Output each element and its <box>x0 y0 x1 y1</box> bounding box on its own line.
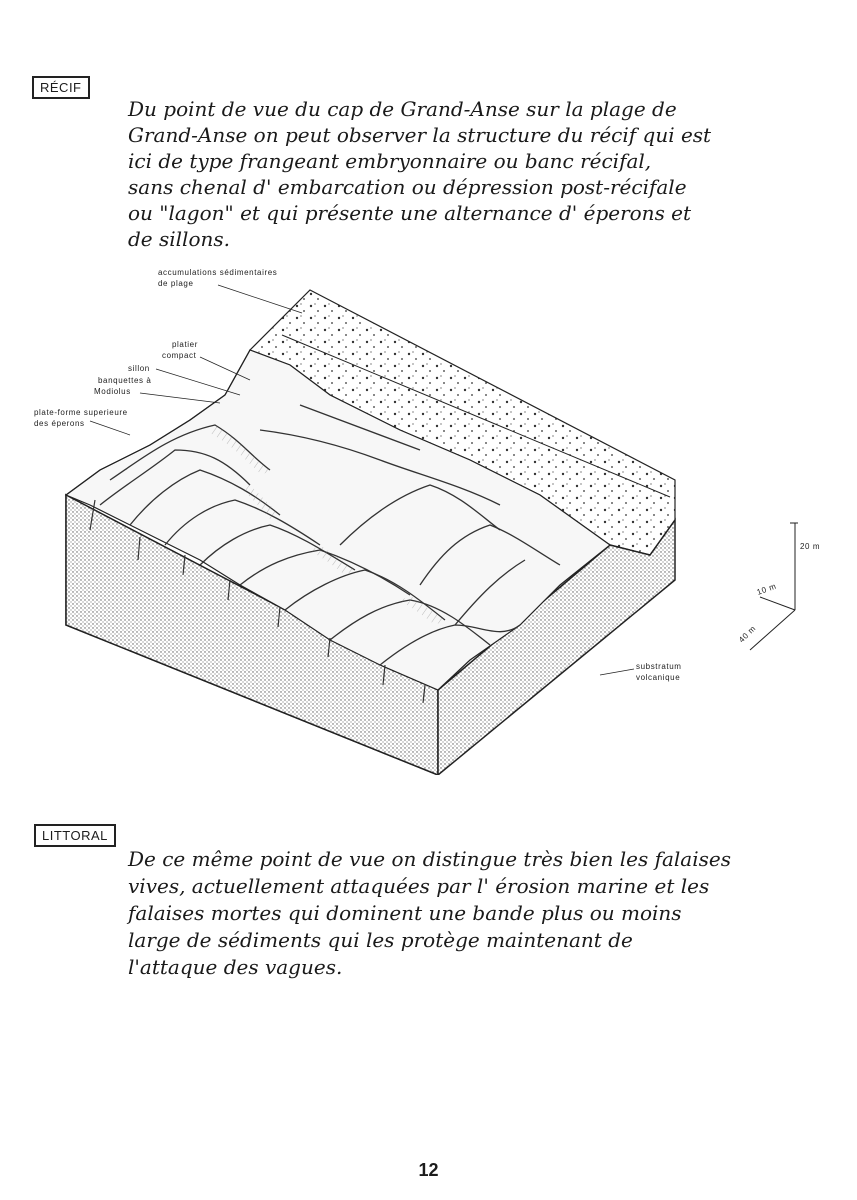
reef-block-diagram <box>0 255 857 775</box>
scale-depth: 40 m <box>737 623 758 645</box>
littoral-line: large de sédiments qui les protège maintenant de <box>128 928 633 952</box>
recif-line: ici de type frangeant embryonnaire ou banc récifal, <box>128 149 652 173</box>
section-tag-littoral: LITTORAL <box>34 824 116 847</box>
page-number: 12 <box>418 1160 439 1180</box>
littoral-line: falaises mortes qui dominent une bande plus ou moins <box>128 901 682 925</box>
littoral-line: l'attaque des vagues. <box>128 955 343 979</box>
label-substratum-2: volcanique <box>636 673 681 682</box>
recif-paragraph <box>128 96 798 252</box>
recif-line: ou "lagon" et qui présente une alternance d' éperons et <box>128 201 692 225</box>
littoral-line: De ce même point de vue on distingue très bien les falaises <box>128 847 731 871</box>
section-tag-recif: RÉCIF <box>32 76 90 99</box>
label-accumulations-1: accumulations sédimentaires <box>158 268 278 277</box>
label-plateforme-2: des éperons <box>34 419 85 428</box>
scale-vertical: 20 m <box>800 542 821 551</box>
label-banquettes-2: Modiolus <box>94 387 131 396</box>
label-sillon: sillon <box>128 364 150 373</box>
recif-line: de sillons. <box>128 227 230 251</box>
littoral-paragraph <box>128 846 808 981</box>
recif-line: sans chenal d' embarcation ou dépression post-récifale <box>128 175 687 199</box>
label-accumulations-2: de plage <box>158 279 194 288</box>
recif-line: Grand-Anse on peut observer la structure du récif qui est <box>128 123 712 147</box>
label-banquettes-1: banquettes à <box>98 376 152 385</box>
littoral-line: vives, actuellement attaquées par l' érosion marine et les <box>128 874 710 898</box>
label-substratum-1: substratum <box>636 662 682 671</box>
label-platier-1: platier <box>172 340 198 349</box>
recif-line: Du point de vue du cap de Grand-Anse sur la plage de <box>128 97 677 121</box>
scale-width: 10 m <box>755 581 778 597</box>
label-platier-2: compact <box>162 351 197 360</box>
label-plateforme-1: plate-forme superieure <box>34 408 128 417</box>
